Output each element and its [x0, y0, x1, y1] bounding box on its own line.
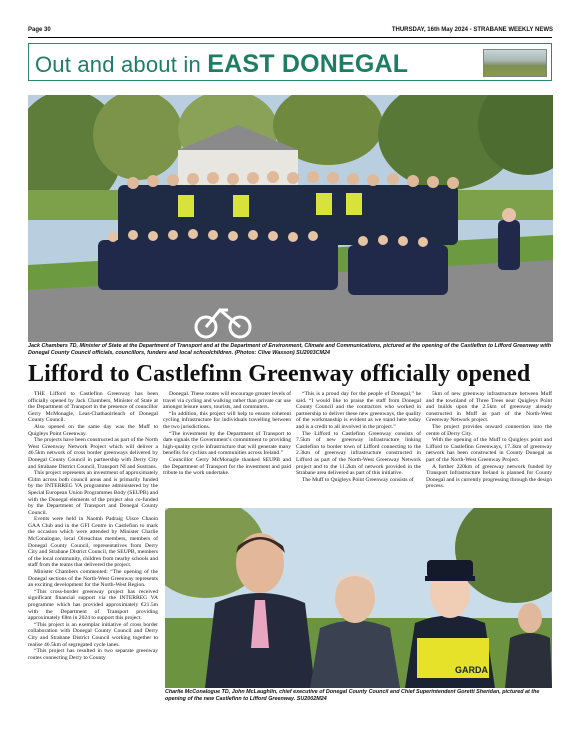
paragraph: 5km of new greenway infrastructure between Muff and the townland of Three Trees near Quigleys Point and builds upon the 2.5km of greenway already constructed in Muff as part of the North-West Greenway Network project. [426, 391, 552, 424]
headline: Lifford to Castlefinn Greenway officially opened [28, 361, 531, 387]
banner-title [35, 50, 408, 79]
bottom-photo-caption: Charlie McConalogue TD, John McLaughlin, chief executive of Donegal County Council and Chief Superintendent Goretti Sheridan, pictured at the opening of the new Castlefinn to Lifford Greenway. SU2002M24 [165, 689, 540, 702]
paragraph: “This project has resulted in two separate greenway routes connecting Derry to County [28, 648, 158, 661]
paragraph: “This is a proud day for the people of Donegal,” he said. “I would like to praise the staff from Donegal County Council and the contractors who worked in partnership to deliver these new greenways, the quality of the workmanship is evident as we stand here today and is a credit to all involved in the project.” [296, 391, 421, 430]
officials-photo-illustration [165, 508, 552, 688]
paragraph: Also opened on the same day was the Muff to Quigleys Point Greenway. [28, 423, 158, 437]
article-column-2 [163, 391, 291, 503]
paragraph: Minister Chambers commented: “The opening of the Donegal sections of the North-West Greenway represents an exciting development for the North-West Region. [28, 569, 158, 589]
article-column-3 [296, 391, 421, 503]
banner-lead: Out and about in [35, 52, 201, 77]
paragraph: A further 220km of greenway network funded by Transport Infrastructure Ireland is planned for County Donegal and is currently progressing through the design process. [426, 463, 552, 490]
dateline: THURSDAY, 16th May 2024 - STRABANE WEEKLY NEWS [391, 27, 553, 33]
paragraph: With the opening of the Muff to Quigleys point and Lifford to Castlefinn Greenways, 17.3km of greenway network has been constructed in County Donegal as part of the North-West Greenway Project. [426, 437, 552, 463]
article-column-4 [426, 391, 552, 503]
badge-label: GARDA [455, 665, 488, 675]
paragraph: The projects have been constructed as part of the North West Greenway Network Project which will deliver a 46.5km network of cross border greenways delivered by Donegal County Council in partnership with Derry City and Strabane District Council, Transport NI and Sustrans. [28, 437, 158, 470]
paragraph: Councillor Gerry McMonagle thanked SEUPB and the Department of Transport for the investment and paid tribute to the work undertake. [163, 456, 291, 477]
banner-region: EAST DONEGAL [207, 50, 409, 78]
paragraph: “This cross-border greenway project has received significant financial support via the INTERREG VA programme which has provided approximately €21.5m with the Department of Transport providing approximately €8m in 2024 to support this project. [28, 588, 158, 622]
section-banner [28, 43, 552, 81]
officials-photo [165, 508, 552, 688]
landscape-thumbnail [483, 49, 547, 77]
paragraph: The Lifford to Castlefinn Greenway consists of 7.5km of new greenway infrastructure linking Castlefinn to border town of Lifford connecting to the 2.3km of greenway infrastructure constructed in Lifford as part of the North-West Greenway Network project and to the 11.2km of network provided in the Strabane area delivered as part of this initiative. [296, 430, 421, 477]
paragraph: “This project is an exemplar initiative of cross border collaboration with Donegal County Council and Derry City and Strabane District Council working together to realise 46.5km of segregated cycle lanes. [28, 621, 158, 648]
paragraph: Donegal. These routes will encourage greater levels of travel via cycling and walking rather than private car use amongst leisure users, tourists, and commuters. [163, 391, 291, 411]
paragraph: This project represents an investment of approximately €34m across both council areas and is primarily funded by the INTERREG VA programme administered by the Special European Union Programmes Body (SEUPB) and with the Donegal elements of the project also co-funded by the Department of Transport and Donegal County Council. [28, 470, 158, 516]
paragraph: The Muff to Quigleys Point Greenway consists of [302, 476, 414, 483]
top-photo-caption: Jack Chambers TD, Minister of State at the Department of Transport and at the Department of Environment, Climate and Communications, pictured at the opening of the Castlefinn to Lifford Greenway with Donegal County Council officials, councillors, funders and local schoolchildren. (Photos: Clive Wasson) SU2003CM24 [28, 343, 552, 356]
paragraph: “The investment by the Department of Transport to date signals the Government’s commitment to providing high-quality cycle infrastructure that will generate many benefits for cyclists and communities across Ireland.” [163, 430, 291, 457]
header-rule [28, 37, 552, 38]
paragraph: Events were held in Naomh Padraig Uisce Chaoin GAA Club and in the GFI Centre in Castlefinn to mark the occasion which were attended by Minister Charlie McConalogue, local Oireachtas members, members of Donegal County Council, representatives from Derry City and Strabane District Council, the SEUPB, members of the local community, children from nearby schools and staff from the teams that delivered the project. [28, 516, 158, 569]
paragraph: “In addition, this project will help to ensure coherent cycling infrastructure for individuals travelling between the two jurisdictions. [163, 410, 291, 430]
page-header [28, 27, 553, 37]
group-photo-illustration [28, 95, 553, 342]
paragraph: THE Lifford to Castlefinn Greenway has been officially opened by Jack Chambers, Minister of State at the Department of Transport in the presence of councillor Gerry McMonagle, Leas-Chathaoirleach of Donegal County Council. [28, 391, 158, 424]
article-column-1 [28, 391, 158, 691]
paragraph: The project provides onward connection into the centre of Derry City. [426, 423, 552, 437]
page-number: Page 30 [28, 27, 51, 33]
group-photo [28, 95, 553, 342]
